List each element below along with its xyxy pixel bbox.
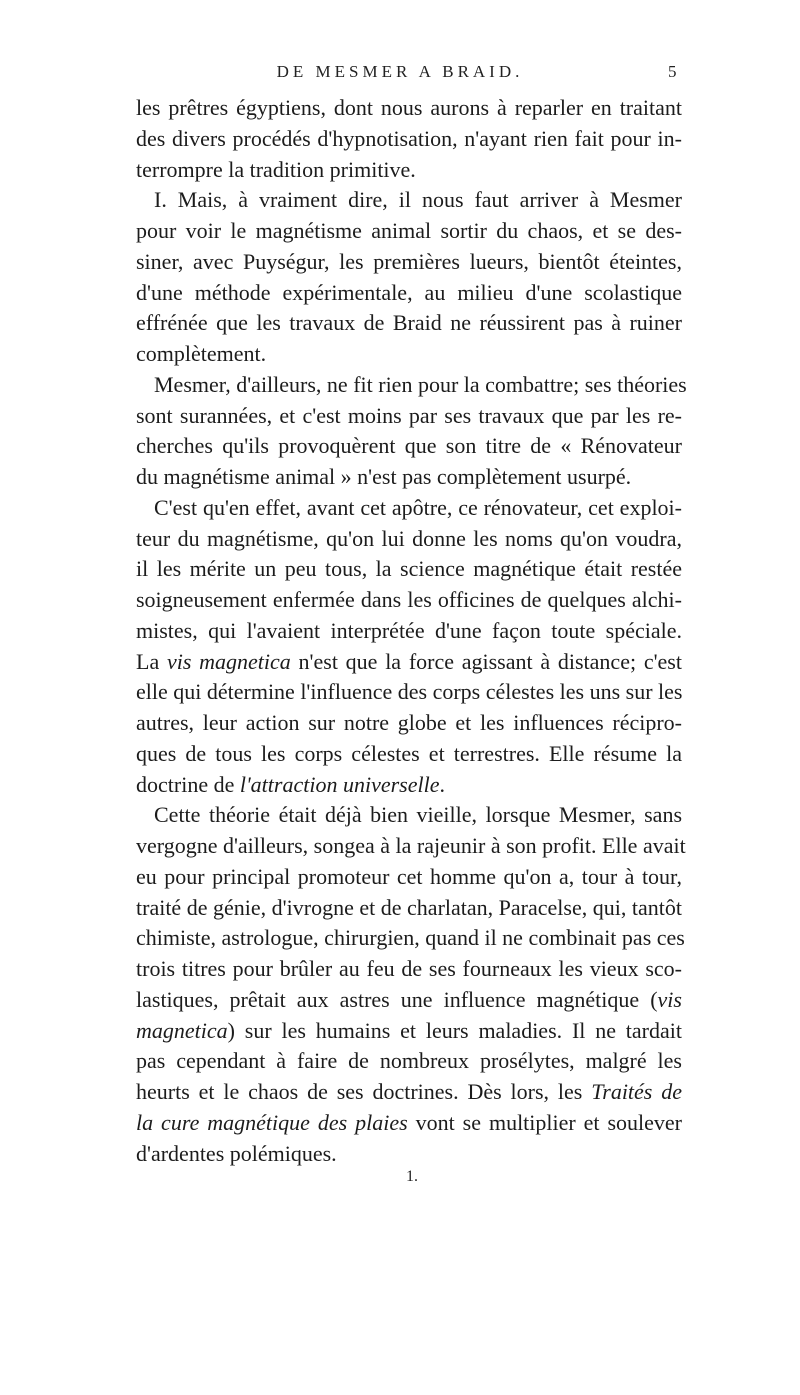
text-line: mistes, qui l'avaient interprétée d'une façon toute spéciale. [136,617,682,643]
text-line: cherches qu'ils provoquèrent que son titre de « Rénovateur [136,433,682,459]
text-run: La [136,648,167,674]
text-line: trois titres pour brûler au feu de ses fourneaux les vieux sco- [136,956,682,981]
italic-phrase: vis magnetica [166,648,291,674]
text-run: n'est que la force agissant à distance; c'est [290,648,682,674]
text-line: siner, avec Puységur, les premières lueurs, bientôt éteintes, [136,248,682,274]
text-line: eu pour principal promoteur cet homme qu'on a, tour à tour, [136,863,682,889]
text-line: soigneusement enfermée dans les officines de quelques alchi- [136,587,682,612]
text-line: les prêtres égyptiens, dont nous aurons à reparler en traitant [136,95,682,120]
text-line: complètement. [136,341,267,366]
body-text [136,93,687,1169]
text-run: . [439,771,445,797]
running-head [0,62,800,86]
text-line [136,985,682,1016]
text-run: doctrine de [136,771,240,797]
text-line: terrompre la tradition primitive. [136,156,416,182]
page-number: 5 [668,62,677,81]
running-title: DE MESMER A BRAID. [276,62,524,81]
text-line [136,770,682,801]
italic-phrase: magnetica [136,1017,228,1043]
text-line [136,1108,682,1139]
text-line: sont surannées, et c'est moins par ses travaux que par les re- [136,402,682,428]
text-line: I. Mais, à vraiment dire, il nous faut arriver à Mesmer [154,187,682,213]
text-line: des divers procédés d'hypnotisation, n'ayant rien fait pour in- [136,125,682,151]
text-line: d'ardentes polémiques. [136,1140,337,1166]
text-line: teur du magnétisme, qu'on lui donne les noms qu'on voudra, [136,525,682,551]
italic-phrase: vis [657,986,682,1012]
text-line: vergogne d'ailleurs, songea à la rajeunir à son profit. Elle avait [136,833,686,858]
text-line [136,647,682,678]
text-line [136,1016,682,1047]
text-run: heurts et le chaos de ses doctrines. Dès lors, les [136,1079,592,1104]
text-line: chimiste, astrologue, chirurgien, quand il ne combinait pas ces [136,925,685,951]
italic-phrase: la cure magnétique des plaies [136,1109,408,1135]
italic-phrase: l'attraction universelle [239,771,440,797]
text-run: ) sur les humains et leurs maladies. Il ne tardait [227,1017,682,1043]
text-line: du magnétisme animal » n'est pas complètement usurpé. [136,464,632,489]
text-line [136,1077,682,1108]
text-line: pas cependant à faire de nombreux prosélytes, malgré les [136,1048,682,1074]
text-line: effrénée que les travaux de Braid ne réussirent pas à ruiner [136,310,682,336]
footnote-marker: 1. [406,1168,418,1185]
text-run: lastiques, prêtait aux astres une influence magnétique ( [136,986,658,1012]
text-line: Cette théorie était déjà bien vieille, lorsque Mesmer, sans [154,802,682,828]
italic-phrase: Traités de [591,1079,682,1104]
text-line: C'est qu'en effet, avant cet apôtre, ce rénovateur, cet exploi- [154,494,682,520]
text-run: vont se multiplier et soulever [407,1109,683,1135]
text-line: elle qui détermine l'influence des corps célestes les uns sur les [136,679,683,705]
text-line: ques de tous les corps célestes et terrestres. Elle résume la [136,740,682,766]
text-line: pour voir le magnétisme animal sortir du chaos, et se des- [136,218,682,243]
text-line: autres, leur action sur notre globe et les influences récipro- [136,710,682,735]
text-line: traité de génie, d'ivrogne et de charlatan, Paracelse, qui, tantôt [136,894,682,920]
text-line: il les mérite un peu tous, la science magnétique était restée [136,556,682,582]
text-line: Mesmer, d'ailleurs, ne fit rien pour la combattre; ses théories [154,371,687,397]
text-line: d'une méthode expérimentale, au milieu d'une scolastique [136,279,682,305]
